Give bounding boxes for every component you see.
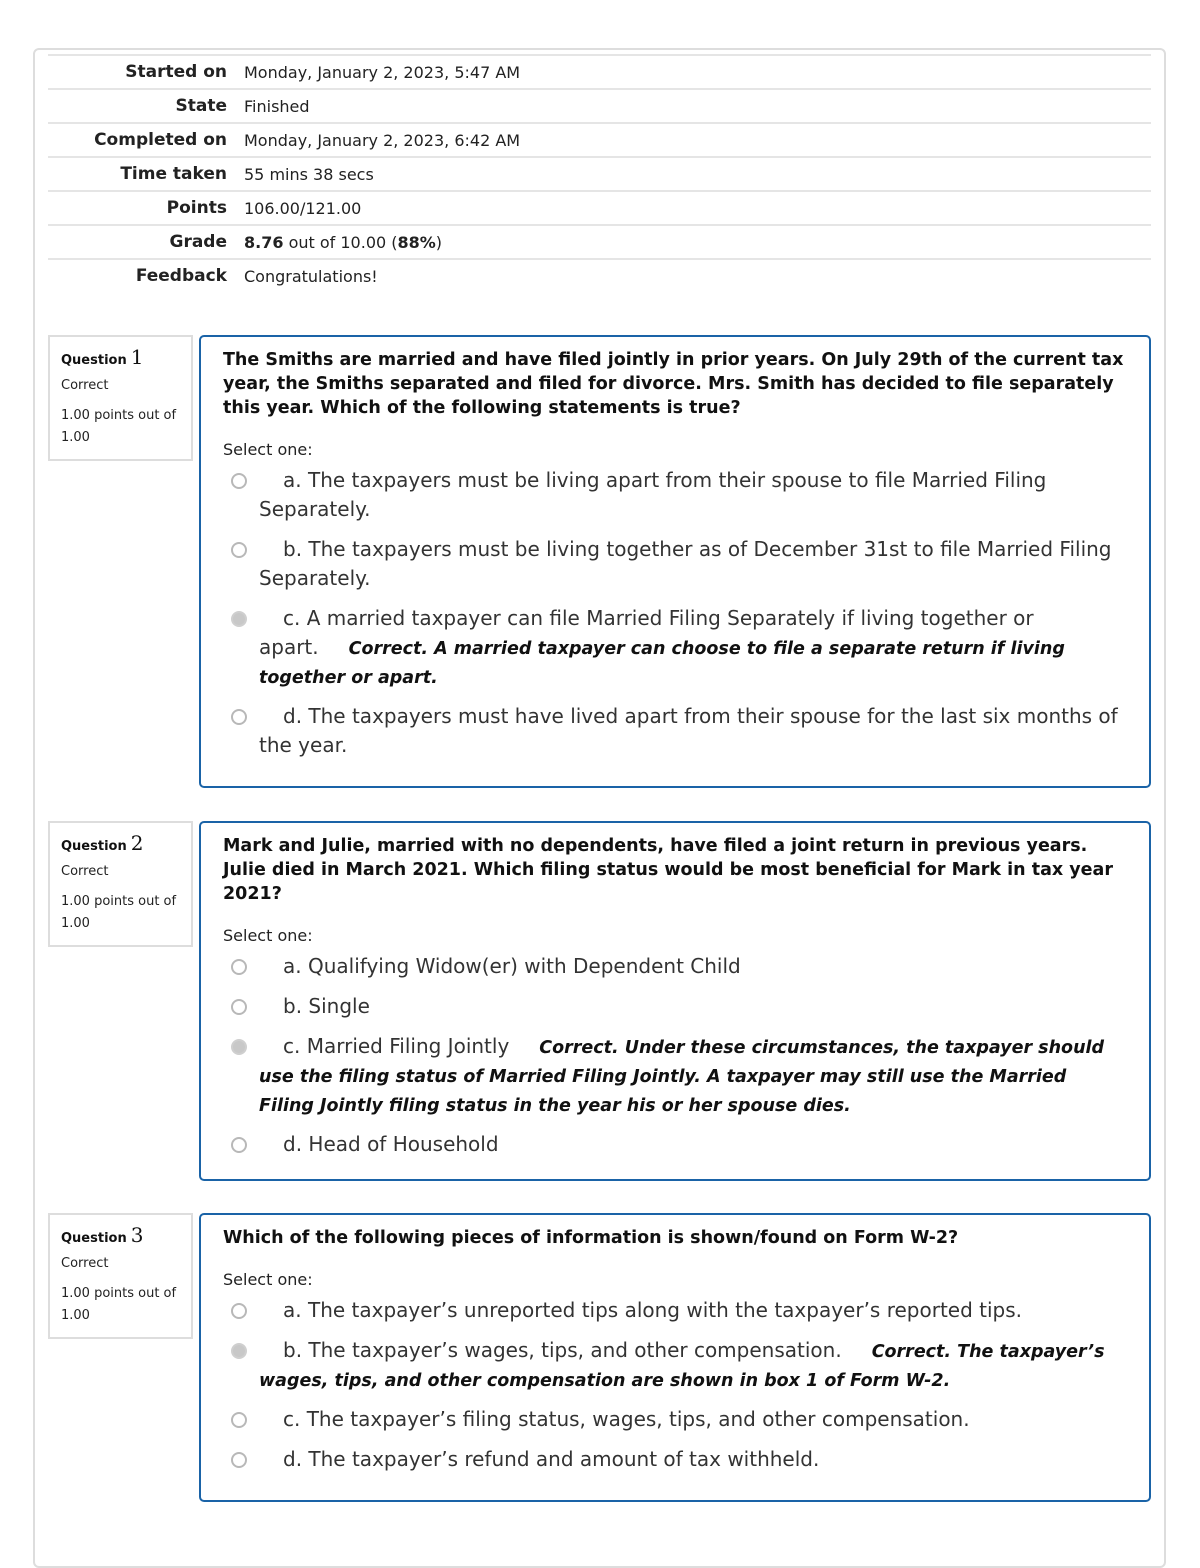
summary-value: 106.00/121.00 [244,198,362,218]
question-title [61,1223,181,1247]
answer-option[interactable] [223,702,1127,760]
question-state: Correct [61,1256,109,1271]
question-text: Which of the following pieces of information is shown/found on Form W-2? [223,1228,959,1248]
grade-percent: 88% [397,232,436,252]
answer-label: c. A married taxpayer can file Married Filing Separately if living together or apart. [259,606,1034,659]
summary-value: 55 mins 38 secs [244,164,374,184]
radio-button[interactable] [231,709,247,725]
question-grade: 1.00 points out of 1.00 [61,408,177,445]
summary-value: Monday, January 2, 2023, 6:42 AM [244,130,521,150]
summary-row-time-taken [48,156,1151,190]
answer-feedback: Correct. The taxpayer’s wages, tips, and other compensation are shown in box 1 of Form W-2. [259,1342,1105,1391]
answer-option-selected[interactable] [223,1032,1127,1119]
answer-option-selected[interactable] [223,604,1127,691]
answer-label: c. Married Filing Jointly [283,1034,510,1058]
answer-option[interactable] [223,1405,1127,1434]
answer-label: d. The taxpayer’s refund and amount of tax withheld. [283,1447,820,1471]
answer-label: a. The taxpayer’s unreported tips along with the taxpayer’s reported tips. [283,1298,1023,1322]
summary-label: Grade [169,232,227,252]
summary-row-points [48,190,1151,224]
answer-label: b. The taxpayer’s wages, tips, and other compensation. [283,1338,842,1362]
radio-button[interactable] [231,1303,247,1319]
radio-button[interactable] [231,1412,247,1428]
summary-row-grade [48,224,1151,258]
answer-option[interactable] [223,1296,1127,1325]
question-info-1 [48,335,193,461]
question-state: Correct [61,864,109,879]
question-title [61,345,181,369]
radio-button-checked[interactable] [231,1343,247,1359]
question-content-3 [199,1213,1151,1502]
answer-label: b. The taxpayers must be living together as of December 31st to file Married Filing Separately. [259,537,1112,590]
grade-middle: out of 10.00 ( [283,232,398,252]
question-grade: 1.00 points out of 1.00 [61,1286,177,1323]
answer-feedback: Correct. A married taxpayer can choose to file a separate return if living together or apart. [259,639,1065,688]
answer-option[interactable] [223,992,1127,1021]
radio-button[interactable] [231,1137,247,1153]
summary-label: Feedback [135,266,227,286]
answer-option[interactable] [223,535,1127,593]
radio-button[interactable] [231,1452,247,1468]
radio-button[interactable] [231,999,247,1015]
question-info-2 [48,821,193,947]
summary-row-feedback [48,258,1151,292]
grade-end: ) [435,232,443,252]
select-one-prompt: Select one: [223,1270,313,1289]
select-one-prompt: Select one: [223,440,313,459]
radio-button[interactable] [231,959,247,975]
answer-label: a. The taxpayers must be living apart from their spouse to file Married Filing Separately. [259,468,1047,521]
question-info-3 [48,1213,193,1339]
question-number: 3 [130,1223,144,1247]
attempt-summary-table [48,54,1151,292]
radio-button[interactable] [231,542,247,558]
radio-button-checked[interactable] [231,1039,247,1055]
question-label: Question [61,353,127,368]
summary-row-started [48,54,1151,88]
question-number: 1 [130,345,144,369]
question-text: Mark and Julie, married with no dependents, have filed a joint return in previous years. Julie died in March 2021. Which filing status would be most beneficial for Mark in tax year 2021? [223,836,1113,904]
question-state: Correct [61,378,109,393]
answer-option-selected[interactable] [223,1336,1127,1394]
summary-label: Started on [125,62,227,82]
select-one-prompt: Select one: [223,926,313,945]
question-text: The Smiths are married and have filed jointly in prior years. On July 29th of the current tax year, the Smiths separated and filed for divorce. Mrs. Smith has decided to file separately this year. Which of the following statements is true? [223,350,1124,418]
question-content-1 [199,335,1151,788]
answer-label: d. Head of Household [283,1132,499,1156]
answer-label: a. Qualifying Widow(er) with Dependent Child [283,954,741,978]
radio-button[interactable] [231,473,247,489]
answer-feedback: Correct. Under these circumstances, the taxpayer should use the filing status of Married Filing Jointly. A taxpayer may still use the Married Filing Jointly filing status in the year his or her spouse dies. [259,1038,1105,1116]
summary-label: Points [166,198,227,218]
question-label: Question [61,839,127,854]
summary-value: Congratulations! [244,266,378,286]
answer-label: b. Single [283,994,370,1018]
answer-option[interactable] [223,952,1127,981]
radio-button-checked[interactable] [231,611,247,627]
question-title [61,831,181,855]
summary-label: State [175,96,227,116]
question-content-2 [199,821,1151,1181]
summary-row-completed [48,122,1151,156]
summary-value: Monday, January 2, 2023, 5:47 AM [244,62,521,82]
answer-label: d. The taxpayers must have lived apart from their spouse for the last six months of the year. [259,704,1118,757]
answer-label: c. The taxpayer’s filing status, wages, tips, and other compensation. [283,1407,970,1431]
grade-score: 8.76 [244,232,284,252]
summary-row-state [48,88,1151,122]
summary-value: Finished [244,96,310,116]
question-label: Question [61,1231,127,1246]
answer-option[interactable] [223,1130,1127,1159]
summary-label: Time taken [120,164,227,184]
grade-value [244,233,442,252]
answer-option[interactable] [223,1445,1127,1474]
summary-label: Completed on [94,130,227,150]
question-grade: 1.00 points out of 1.00 [61,894,177,931]
question-number: 2 [130,831,144,855]
answer-option[interactable] [223,466,1127,524]
